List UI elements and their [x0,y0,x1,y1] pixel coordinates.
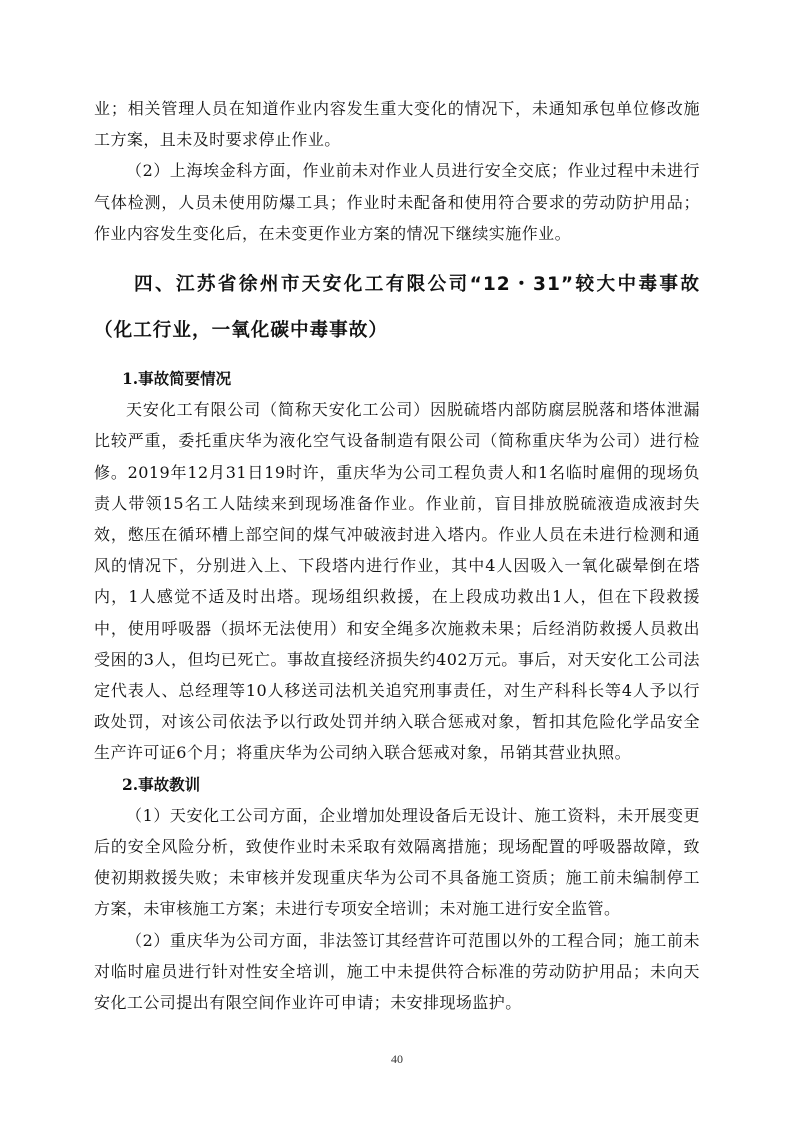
section-title: 四、江苏省徐州市天安化工有限公司“12・31”较大中毒事故（化工行业，一氧化碳中毒事故） [94,274,700,342]
subsection-heading-lessons: 2.事故教训 [122,774,201,794]
paragraph-lesson-tianan: （1）天安化工公司方面，企业增加处理设备后无设计、施工资料，未开展变更后的安全风险分析，致使作业时未采取有效隔离措施；现场配置的呼吸器故障，致使初期救援失败；未审核并发现重庆华为公司不具备施工资质；施工前未编制停工方案，未审核施工方案；未进行专项安全培训；未对施工进行安全监管。 [94,805,700,919]
paragraph-shanghai-lessons: （2）上海埃金科方面，作业前未对作业人员进行安全交底；作业过程中未进行气体检测，人员未使用防爆工具；作业时未配备和使用符合要求的劳动防护用品；作业内容发生变化后，在未变更作业方案的情况下继续实施作业。 [94,161,700,243]
paragraph-continuation: 业；相关管理人员在知道作业内容发生重大变化的情况下，未通知承包单位修改施工方案，且未及时要求停止作业。 [94,99,700,150]
page-number: 40 [391,1052,403,1066]
page-content [94,93,700,1018]
paragraph-lesson-huawei: （2）重庆华为公司方面，非法签订其经营许可范围以外的工程合同；施工前未对临时雇员进行针对性安全培训，施工中未提供符合标准的劳动防护用品；未向天安化工公司提出有限空间作业许可申请；未安排现场监护。 [94,930,700,1013]
subsection-heading-summary: 1.事故简要情况 [122,369,232,389]
paragraph-accident-summary: 天安化工有限公司（简称天安化工公司）因脱硫塔内部防腐层脱落和塔体泄漏比较严重，委托重庆华为液化空气设备制造有限公司（简称重庆华为公司）进行检修。2019年12月31日19时许，重庆华为公司工程负责人和1名临时雇佣的现场负责人带领15名工人陆续来到现场准备作业。作业前，盲目排放脱硫液造成液封失效，憋压在循环槽上部空间的煤气冲破液封进入塔内。作业人员在未进行检测和通风的情况下，分别进入上、下段塔内进行作业，其中4人因吸入一氧化碳晕倒在塔内，1人感觉不适及时出塔。现场组织救援，在上段成功救出1人，但在下段救援中，使用呼吸器（损坏无法使用）和安全绳多次施救未果；后经消防救援人员救出受困的3人，但均已死亡。事故直接经济损失约402万元。事后，对天安化工公司法定代表人、总经理等10人移送司法机关追究刑事责任，对生产科科长等4人予以行政处罚，对该公司依法予以行政处罚并纳入联合惩戒对象，暂扣其危险化学品安全生产许可证6个月；将重庆华为公司纳入联合惩戒对象，吊销其营业执照。 [94,400,700,763]
